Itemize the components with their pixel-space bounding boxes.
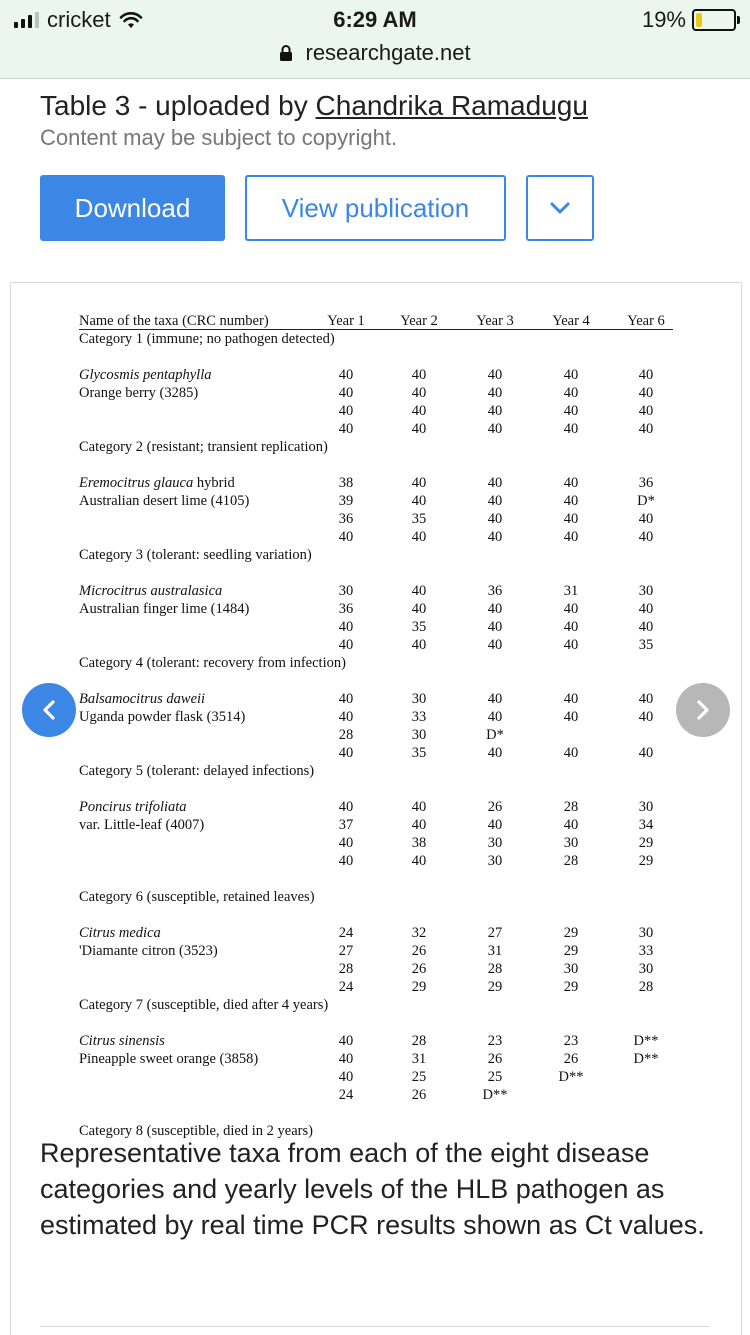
ct-value-cell: 34 xyxy=(638,817,654,833)
header-name-column: Name of the taxa (CRC number) xyxy=(79,313,269,329)
ct-value-cell: 40 xyxy=(411,817,427,833)
ct-value-cell: 40 xyxy=(638,511,654,527)
ct-value-cell: 30 xyxy=(411,727,427,743)
ct-value-cell: D** xyxy=(482,1087,508,1103)
category-label xyxy=(79,438,673,456)
ct-value-cell: 40 xyxy=(411,529,427,545)
ct-value-cell: 33 xyxy=(411,709,427,725)
table-row xyxy=(79,384,673,402)
ct-value-cell: 40 xyxy=(487,745,503,761)
ct-value-cell: 26 xyxy=(411,1087,427,1103)
ct-value-cell: 30 xyxy=(487,835,503,851)
table-row xyxy=(79,978,673,996)
chevron-left-icon xyxy=(41,699,57,721)
ct-value-cell: 36 xyxy=(338,601,354,617)
spacer xyxy=(79,1014,673,1032)
species-name: Balsamocitrus daweii xyxy=(79,691,206,707)
ct-value-cell: 28 xyxy=(487,961,503,977)
ct-value-cell: 26 xyxy=(487,799,503,815)
ct-value-cell: 30 xyxy=(638,583,654,599)
ct-value-cell: 29 xyxy=(411,979,427,995)
battery-level-fill xyxy=(696,13,702,27)
table-row xyxy=(79,528,673,546)
category-label xyxy=(79,546,673,564)
table-row xyxy=(79,636,673,654)
category-label xyxy=(79,330,673,348)
ct-value-cell: 40 xyxy=(411,601,427,617)
ct-value-cell: 40 xyxy=(338,1033,354,1049)
table-row xyxy=(79,924,673,942)
table-row xyxy=(79,366,673,384)
category-4-label: Category 4 (tolerant: recovery from infection) xyxy=(79,655,346,671)
taxon-common-name: Australian finger lime (1484) xyxy=(79,601,250,617)
ct-value-cell: 36 xyxy=(487,583,503,599)
ct-value-cell: 40 xyxy=(563,511,579,527)
taxon-common-name: Australian desert lime (4105) xyxy=(79,493,250,509)
table-row xyxy=(79,420,673,438)
ct-value-cell: 40 xyxy=(338,385,354,401)
ct-value-cell: 30 xyxy=(338,583,354,599)
ct-value-cell: D* xyxy=(486,727,504,743)
category-7-label: Category 7 (susceptible, died after 4 years) xyxy=(79,997,329,1013)
ct-value-cell: 40 xyxy=(563,601,579,617)
ct-value-cell: 27 xyxy=(338,943,354,959)
taxon-species xyxy=(79,798,187,816)
category-label xyxy=(79,762,673,780)
ct-value-cell: 30 xyxy=(638,961,654,977)
table-row xyxy=(79,708,673,726)
title-prefix: Table 3 - uploaded by xyxy=(40,90,316,121)
ct-value-cell: 28 xyxy=(638,979,654,995)
ct-value-cell: 40 xyxy=(338,1051,354,1067)
ct-value-cell: 27 xyxy=(487,925,503,941)
species-name: Glycosmis pentaphylla xyxy=(79,367,212,383)
table-row xyxy=(79,618,673,636)
ct-value-cell: 40 xyxy=(487,493,503,509)
ct-value-cell: 31 xyxy=(487,943,503,959)
clock: 6:29 AM xyxy=(333,7,417,32)
table-row xyxy=(79,1032,673,1050)
category-label xyxy=(79,654,673,672)
ct-value-cell: D** xyxy=(633,1051,659,1067)
ct-value-cell: 40 xyxy=(487,691,503,707)
header-year-3: Year 3 xyxy=(476,313,514,329)
table-row xyxy=(79,852,673,870)
taxon-species xyxy=(79,582,222,600)
ct-value-cell: 40 xyxy=(563,529,579,545)
table-body xyxy=(79,330,673,1104)
ct-value-cell: 29 xyxy=(563,925,579,941)
ct-value-cell: 29 xyxy=(638,835,654,851)
ct-value-cell: 40 xyxy=(638,421,654,437)
lock-icon xyxy=(279,44,293,62)
ct-value-cell: 40 xyxy=(638,367,654,383)
next-figure-button[interactable] xyxy=(676,683,730,737)
taxon-species xyxy=(79,924,161,942)
table-row xyxy=(79,600,673,618)
ct-value-cell: 28 xyxy=(411,1033,427,1049)
ct-value-cell: 40 xyxy=(638,403,654,419)
ct-value-cell: 40 xyxy=(338,367,354,383)
ct-value-cell: 40 xyxy=(487,709,503,725)
ct-value-cell: 29 xyxy=(563,979,579,995)
ct-value-cell: 40 xyxy=(563,367,579,383)
ct-value-cell: 26 xyxy=(487,1051,503,1067)
battery-icon xyxy=(692,9,736,31)
table-row xyxy=(79,492,673,510)
ct-value-cell: 26 xyxy=(411,961,427,977)
ct-value-cell: 31 xyxy=(411,1051,427,1067)
ct-value-cell: 29 xyxy=(563,943,579,959)
ct-value-cell: 35 xyxy=(411,745,427,761)
ct-value-cell: 40 xyxy=(638,619,654,635)
ct-value-cell: 32 xyxy=(411,925,427,941)
table-row xyxy=(79,690,673,708)
table-row xyxy=(79,1068,673,1086)
spacer xyxy=(79,564,673,582)
ct-value-cell: 40 xyxy=(563,385,579,401)
ct-value-cell: 29 xyxy=(638,853,654,869)
table-row xyxy=(79,960,673,978)
ct-value-cell: 29 xyxy=(487,979,503,995)
taxon-common-name: var. Little-leaf (4007) xyxy=(79,817,205,833)
ct-value-cell: 40 xyxy=(563,637,579,653)
species-name: Citrus sinensis xyxy=(79,1033,165,1049)
category-label xyxy=(79,996,673,1014)
carrier-name: cricket xyxy=(47,7,111,32)
ct-value-cell: 28 xyxy=(338,961,354,977)
ct-value-cell: 40 xyxy=(563,403,579,419)
taxon-common-name: Pineapple sweet orange (3858) xyxy=(79,1051,259,1067)
header-year-1: Year 1 xyxy=(327,313,365,329)
ct-value-cell: D** xyxy=(558,1069,584,1085)
ct-value-cell: 40 xyxy=(638,745,654,761)
battery-percent: 19% xyxy=(641,7,686,32)
taxon-species xyxy=(79,690,205,708)
ct-value-cell: 40 xyxy=(338,1069,354,1085)
table-row xyxy=(79,798,673,816)
table-row xyxy=(79,510,673,528)
ct-value-cell: 23 xyxy=(487,1033,503,1049)
category-1-label: Category 1 (immune; no pathogen detected) xyxy=(79,331,335,347)
copyright-notice: Content may be subject to copyright. xyxy=(40,125,398,150)
ct-value-cell: 30 xyxy=(411,691,427,707)
species-name: Eremocitrus glauca xyxy=(79,475,194,491)
ct-value-cell: 40 xyxy=(411,385,427,401)
previous-figure-button[interactable] xyxy=(22,683,76,737)
header-year-6: Year 6 xyxy=(627,313,665,329)
ct-value-cell: 24 xyxy=(338,925,354,941)
table-row xyxy=(79,1050,673,1068)
ct-value-cell: 35 xyxy=(638,637,654,653)
ct-value-cell: 40 xyxy=(487,817,503,833)
ct-value-cell: 40 xyxy=(338,799,354,815)
taxon-common-name: Uganda powder flask (3514) xyxy=(79,709,246,725)
taxon-common-name: Orange berry (3285) xyxy=(79,385,199,401)
ct-value-cell: 40 xyxy=(338,745,354,761)
ct-value-cell: 40 xyxy=(411,493,427,509)
ct-value-cell: D* xyxy=(637,493,655,509)
address-bar[interactable] xyxy=(0,40,750,66)
data-table xyxy=(79,310,673,1140)
table-row xyxy=(79,1086,673,1104)
ct-value-cell: 40 xyxy=(411,403,427,419)
ct-value-cell: 40 xyxy=(338,691,354,707)
table-row xyxy=(79,402,673,420)
ct-value-cell: 31 xyxy=(563,583,579,599)
table-row xyxy=(79,816,673,834)
ct-value-cell: 40 xyxy=(638,709,654,725)
spacer xyxy=(79,780,673,798)
ct-value-cell: 33 xyxy=(638,943,654,959)
table-row xyxy=(79,744,673,762)
ct-value-cell: 40 xyxy=(411,583,427,599)
ct-value-cell: 28 xyxy=(563,799,579,815)
view-publication-button[interactable]: View publication xyxy=(245,175,506,241)
ct-value-cell: 40 xyxy=(563,691,579,707)
ct-value-cell: 40 xyxy=(338,853,354,869)
taxon-species xyxy=(79,1032,165,1050)
ct-value-cell: 28 xyxy=(338,727,354,743)
ct-value-cell: 40 xyxy=(638,691,654,707)
ct-value-cell: 40 xyxy=(563,817,579,833)
battery-status xyxy=(642,7,736,33)
ct-value-cell: 40 xyxy=(338,421,354,437)
ct-value-cell: 38 xyxy=(411,835,427,851)
ct-value-cell: 40 xyxy=(338,529,354,545)
ct-value-cell: 40 xyxy=(487,367,503,383)
ct-value-cell: 40 xyxy=(487,619,503,635)
ct-value-cell: 36 xyxy=(338,511,354,527)
species-name: Microcitrus australasica xyxy=(79,583,223,599)
ct-value-cell: 40 xyxy=(411,367,427,383)
ct-value-cell: 25 xyxy=(411,1069,427,1085)
divider xyxy=(40,1326,710,1327)
page-title xyxy=(40,90,588,122)
ct-value-cell: 40 xyxy=(338,403,354,419)
category-8-label: Category 8 (susceptible, died in 2 years) xyxy=(79,1123,313,1139)
download-button[interactable]: Download xyxy=(40,175,225,241)
ct-value-cell: 40 xyxy=(563,475,579,491)
ct-value-cell: 40 xyxy=(487,385,503,401)
ct-value-cell: 40 xyxy=(563,709,579,725)
more-options-button[interactable] xyxy=(526,175,594,241)
ct-value-cell: 40 xyxy=(563,619,579,635)
ct-value-cell: 24 xyxy=(338,1087,354,1103)
species-name: Citrus medica xyxy=(79,925,161,941)
ct-value-cell: 23 xyxy=(563,1033,579,1049)
taxon-common-name: 'Diamante citron (3523) xyxy=(79,943,218,959)
ct-value-cell: 40 xyxy=(487,403,503,419)
author-link[interactable]: Chandrika Ramadugu xyxy=(315,90,588,121)
table-row xyxy=(79,834,673,852)
table-row xyxy=(79,942,673,960)
ct-value-cell: 25 xyxy=(487,1069,503,1085)
ct-value-cell: 40 xyxy=(411,421,427,437)
ct-value-cell: 40 xyxy=(411,799,427,815)
status-bar xyxy=(0,0,750,79)
ct-value-cell: 40 xyxy=(338,637,354,653)
ct-value-cell: 30 xyxy=(487,853,503,869)
ct-value-cell: 30 xyxy=(563,961,579,977)
category-5-label: Category 5 (tolerant: delayed infections) xyxy=(79,763,315,779)
ct-value-cell: 35 xyxy=(411,511,427,527)
table-row xyxy=(79,474,673,492)
spacer xyxy=(79,348,673,366)
spacer xyxy=(79,456,673,474)
ct-value-cell: 26 xyxy=(563,1051,579,1067)
ct-value-cell: 40 xyxy=(487,475,503,491)
figure-caption: Representative taxa from each of the eight disease categories and yearly levels of the HLB pathogen as estimated by real time PCR results shown as Ct values. xyxy=(40,1138,705,1240)
chevron-down-icon xyxy=(549,201,571,215)
ct-value-cell: 39 xyxy=(338,493,354,509)
ct-value-cell: 40 xyxy=(338,619,354,635)
ct-value-cell: 40 xyxy=(338,709,354,725)
species-name: Poncirus trifoliata xyxy=(79,799,187,815)
ct-value-cell: 40 xyxy=(563,493,579,509)
ct-value-cell: 40 xyxy=(338,835,354,851)
header-year-2: Year 2 xyxy=(400,313,438,329)
category-6-label: Category 6 (susceptible, retained leaves) xyxy=(79,889,315,905)
ct-value-cell: 40 xyxy=(487,637,503,653)
ct-value-cell: 38 xyxy=(338,475,354,491)
category-2-label: Category 2 (resistant; transient replication) xyxy=(79,439,328,455)
ct-value-cell: D** xyxy=(633,1033,659,1049)
ct-value-cell: 30 xyxy=(638,925,654,941)
header-year-4: Year 4 xyxy=(552,313,590,329)
table-header xyxy=(79,310,673,330)
category-label xyxy=(79,888,673,906)
ct-value-cell: 28 xyxy=(563,853,579,869)
ct-value-cell: 40 xyxy=(411,475,427,491)
ct-value-cell: 40 xyxy=(638,385,654,401)
spacer xyxy=(79,906,673,924)
ct-value-cell: 26 xyxy=(411,943,427,959)
spacer xyxy=(79,870,673,888)
spacer xyxy=(79,672,673,690)
ct-value-cell: 40 xyxy=(487,529,503,545)
ct-value-cell: 40 xyxy=(411,637,427,653)
ct-value-cell: 40 xyxy=(487,511,503,527)
chevron-right-icon xyxy=(695,699,711,721)
ct-value-cell: 40 xyxy=(487,421,503,437)
ct-value-cell: 40 xyxy=(638,601,654,617)
ct-value-cell: 36 xyxy=(638,475,654,491)
ct-value-cell: 24 xyxy=(338,979,354,995)
ct-value-cell: 40 xyxy=(638,529,654,545)
taxon-species xyxy=(79,366,212,384)
ct-value-cell: 40 xyxy=(411,853,427,869)
ct-value-cell: 40 xyxy=(563,745,579,761)
ct-value-cell: 40 xyxy=(487,601,503,617)
category-3-label: Category 3 (tolerant: seedling variation) xyxy=(79,547,312,563)
ct-value-cell: 40 xyxy=(563,421,579,437)
ct-value-cell: 30 xyxy=(638,799,654,815)
species-suffix: hybrid xyxy=(193,475,235,491)
ct-value-cell: 30 xyxy=(563,835,579,851)
ct-value-cell: 35 xyxy=(411,619,427,635)
taxon-species xyxy=(79,474,235,492)
url-text: researchgate.net xyxy=(305,40,471,65)
table-row xyxy=(79,726,673,744)
ct-value-cell: 37 xyxy=(338,817,354,833)
table-row xyxy=(79,582,673,600)
